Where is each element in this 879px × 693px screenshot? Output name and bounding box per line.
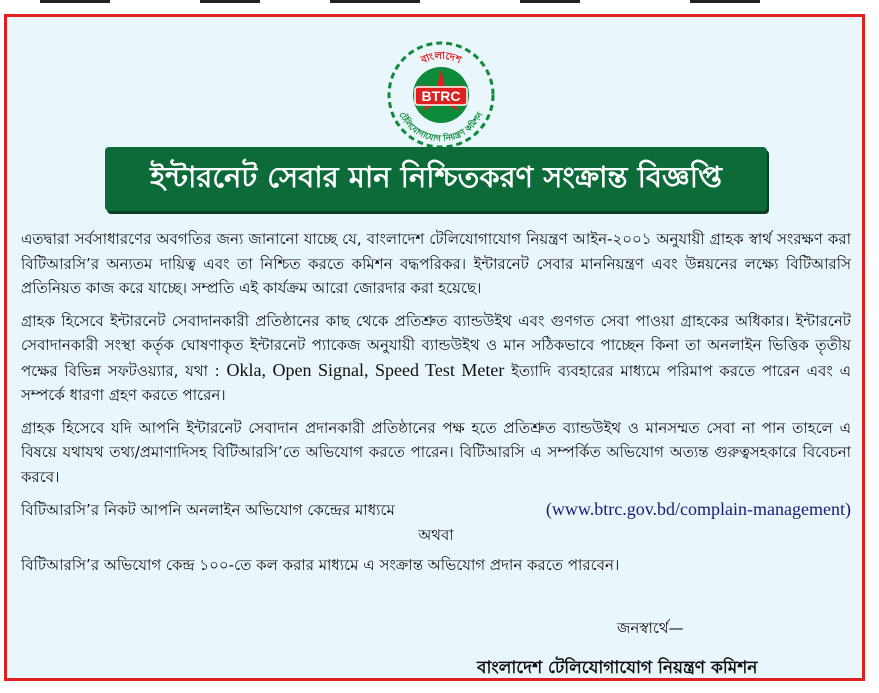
logo-top-text: বাংলাদেশ	[419, 50, 463, 67]
notice-box	[4, 14, 865, 681]
logo-center-text: BTRC	[421, 88, 461, 104]
software-list: Okla, Open Signal, Speed Test Meter	[226, 359, 505, 380]
paragraph-2-part-a: গ্রাহক হিসেবে ইন্টারনেট সেবাদানকারী প্রতিষ্ঠানের কাছ থেকে প্রতিশ্রুত ব্যান্ডউইথ এবং গুণগত সেবা পাওয়া গ্রাহকের অধিকার। ইন্টারনেট সেবাদানকারী সংস্থা কর্তৃক ঘোষণাকৃত ইন্টারনেট প্যাকেজ অনুযায়ী ব্যান্ডউইথ ও মান সঠিকভাবে পাচ্ছেন কিনা তা অনলাইন ভিত্তিক তৃতীয় পক্ষের বিভিন্ন সফটওয়্যার, যথা :	[21, 311, 851, 380]
top-rule	[200, 0, 260, 3]
top-rule	[40, 0, 110, 3]
top-rule	[330, 0, 420, 3]
online-complaint-text: বিটিআরসি’র নিকট আপনি অনলাইন অভিযোগ কেন্দ্রের মাধ্যমে	[21, 501, 395, 519]
logo-ring-text: টেলিযোগাযোগ নিয়ন্ত্রণ কমিশন	[396, 110, 486, 145]
paragraph-1: এতদ্বারা সর্বসাধারণের অবগতির জন্য জানানো যাচ্ছে যে, বাংলাদেশ টেলিযোগাযোগ নিয়ন্ত্রণ আইন-২০০১ অনুযায়ী গ্রাহক স্বার্থ সংরক্ষণ করা বিটিআরসি’র অন্যতম দায়িত্ব এবং তা নিশ্চিত করতে কমিশন বদ্ধপরিকর। ইন্টারনেট সেবার মাননিয়ন্ত্রণ এবং উন্নয়নের লক্ষ্যে বিটিআরসি প্রতিনিয়ত কাজ করে যাচ্ছে। সম্প্রতি এই কার্যক্রম আরো জোরদার করা হয়েছে।	[21, 230, 851, 297]
btrc-logo	[381, 35, 501, 153]
paragraph-2	[21, 309, 851, 408]
top-strip	[0, 0, 879, 14]
paragraph-2-part-b: ইত্যাদি ব্যবহারের মাধ্যমে পরিমাপ করতে পারেন এবং এ সম্পর্কে ধারণা গ্রহণ করতে পারেন।	[21, 361, 851, 404]
top-rule	[520, 0, 580, 3]
call-center-line: বিটিআরসি’র অভিযোগ কেন্দ্র ১০০-তে কল করার মাধ্যমে এ সংক্রান্ত অভিযোগ প্রদান করতে পারবেন।	[21, 556, 620, 574]
headline-banner	[105, 147, 767, 211]
headline: ইন্টারনেট সেবার মান নিশ্চিতকরণ সংক্রান্ত বিজ্ঞপ্তি	[150, 159, 722, 194]
notice-body	[21, 227, 851, 586]
top-rule	[690, 0, 760, 3]
paragraph-3: গ্রাহক হিসেবে যদি আপনি ইন্টারনেট সেবাদান প্রদানকারী প্রতিষ্ঠানের পক্ষ হতে প্রতিশ্রুত ব্যান্ডউইথ ও মানসম্মত সেবা না পান তাহলে এ বিষয়ে যথাযথ তথ্য/প্রমাণাদিসহ বিটিআরসি’তে অভিযোগ করতে পারেন। বিটিআরসি এ সম্পর্কিত অভিযোগ অত্যন্ত গুরুত্বসহকারে বিবেচনা করবে।	[21, 418, 851, 486]
public-interest-label: জনস্বার্থে—	[617, 619, 684, 637]
or-text: অথবা	[418, 525, 454, 544]
online-complaint-line	[21, 497, 851, 523]
complaint-link[interactable]: (www.btrc.gov.bd/complain-management)	[545, 499, 851, 519]
issuer-name: বাংলাদেশ টেলিযোগাযোগ নিয়ন্ত্রণ কমিশন	[477, 658, 758, 678]
